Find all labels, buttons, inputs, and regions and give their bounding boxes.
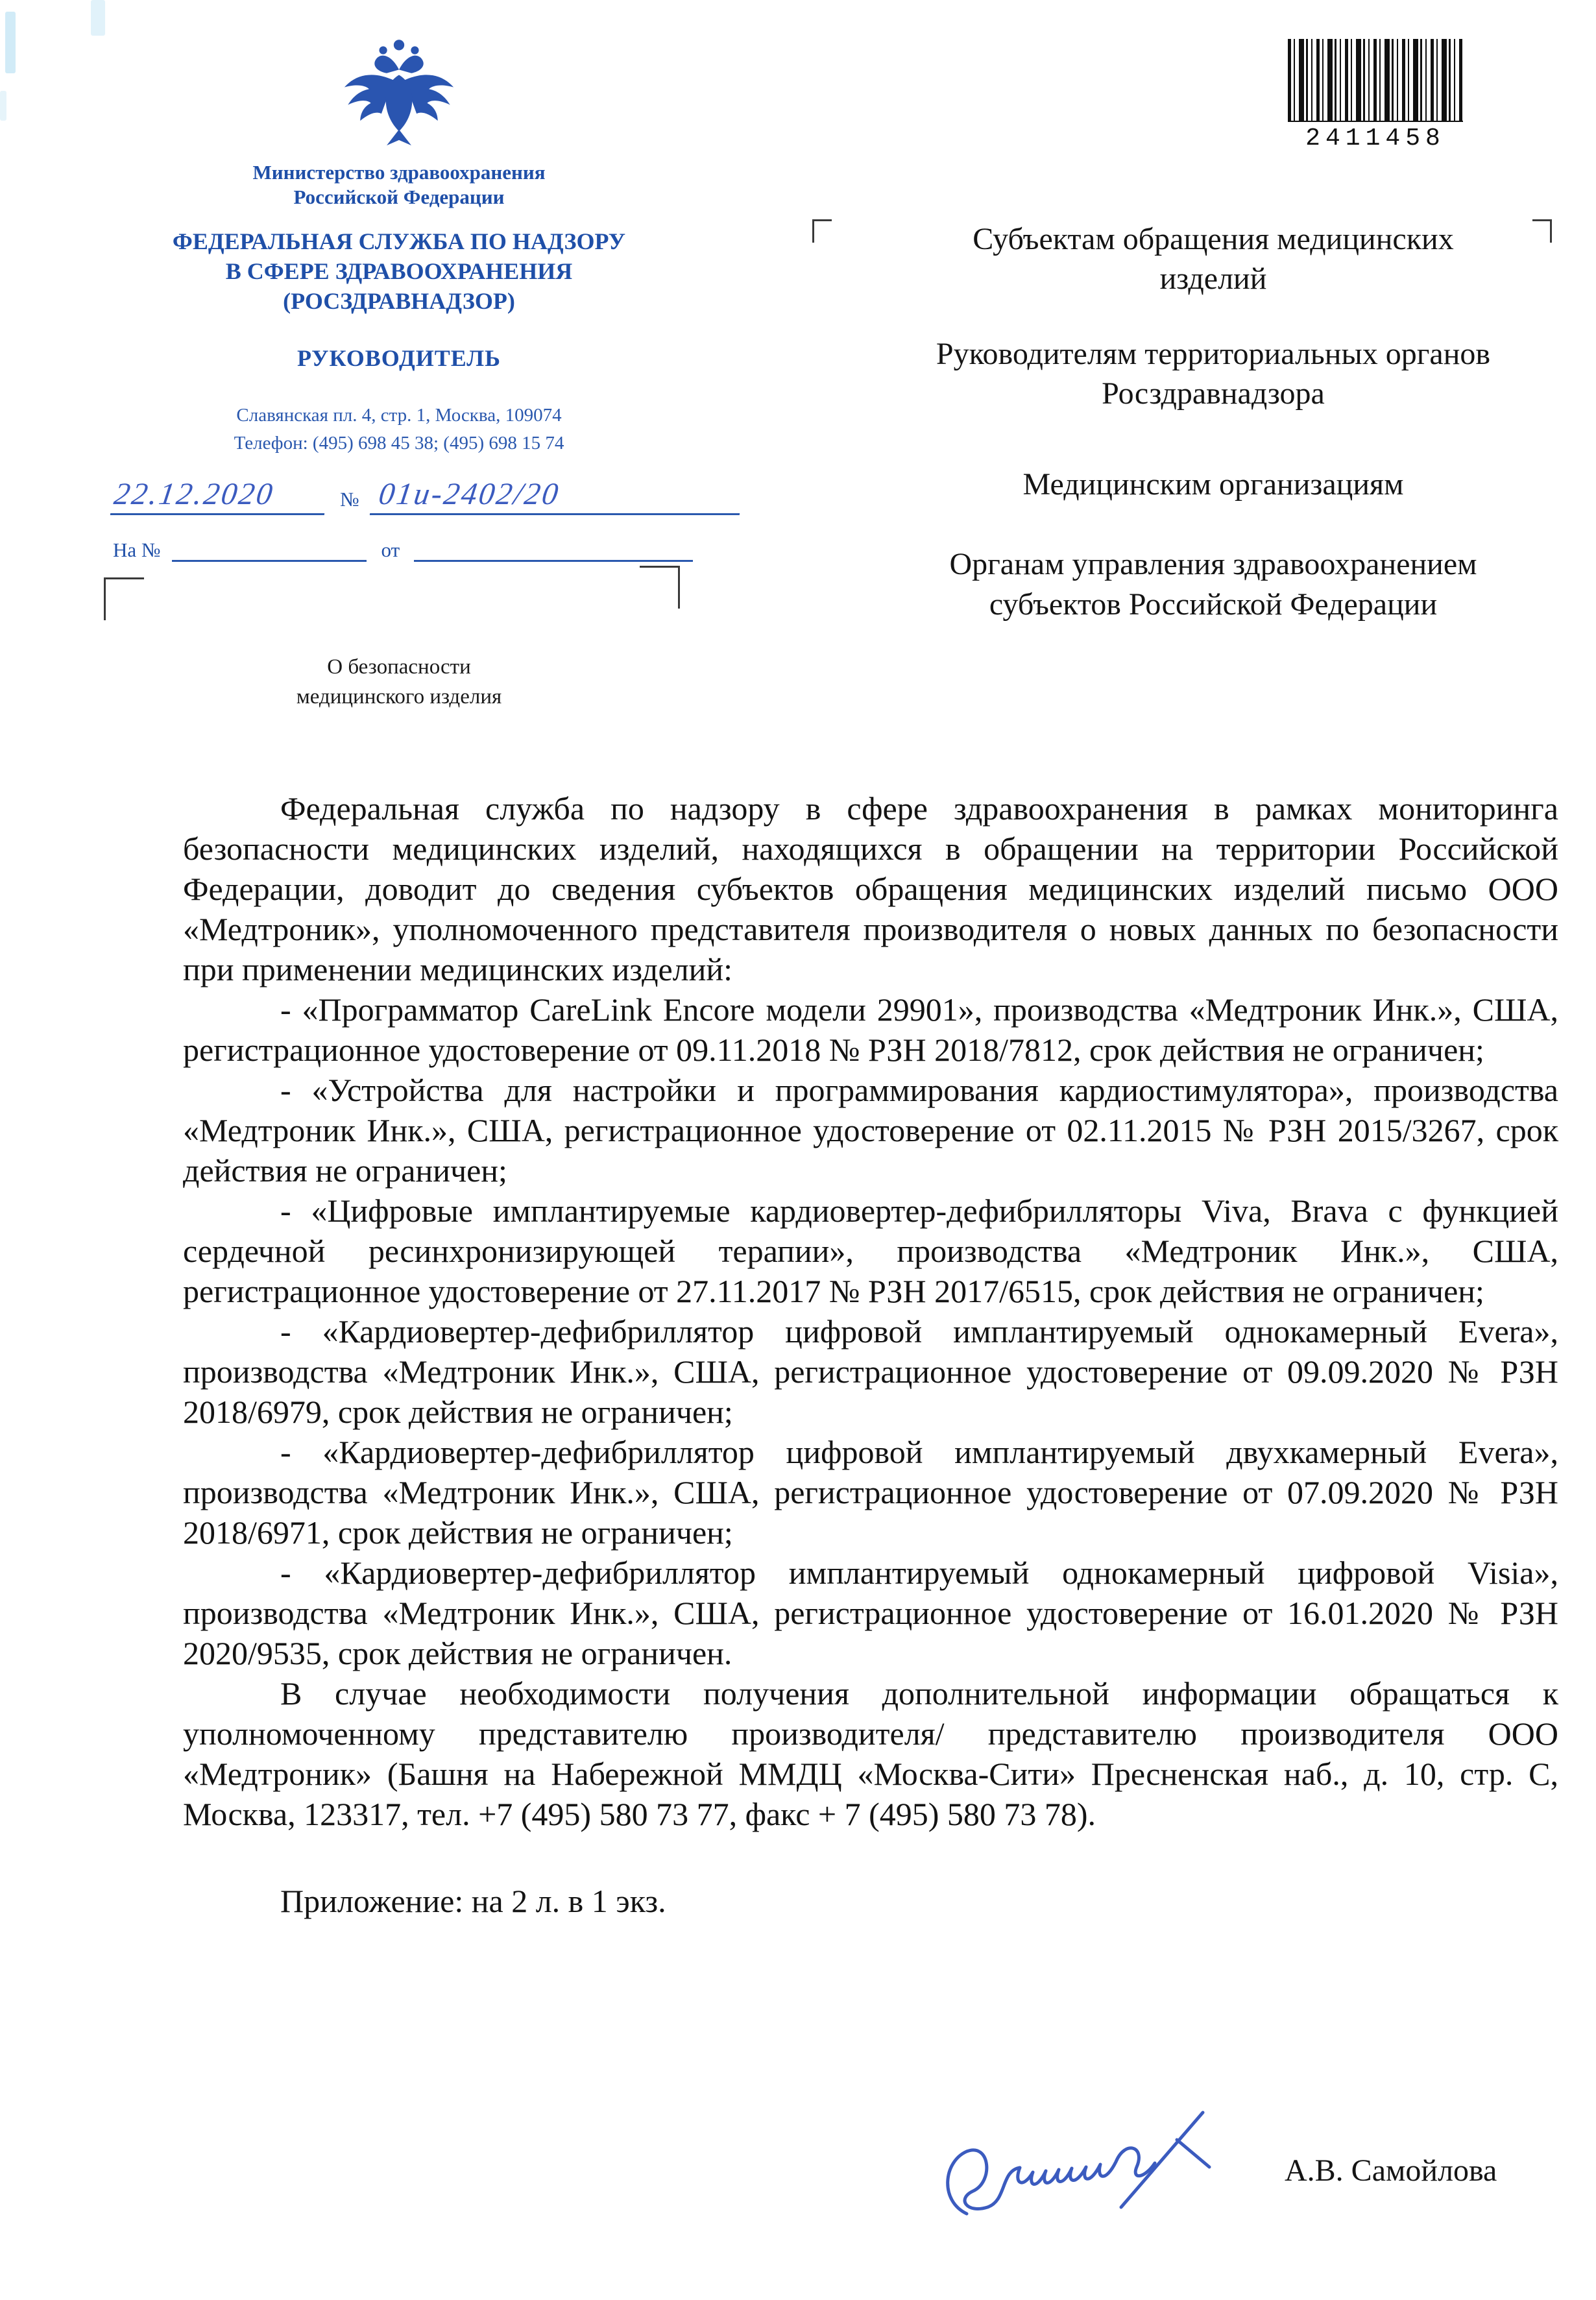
subject-line: медицинского изделия: [296, 685, 502, 709]
handwritten-outgoing-number: 01и-2402/20: [369, 476, 744, 515]
handwritten-date: 22.12.2020: [110, 476, 330, 515]
addressee-item: [843, 465, 1583, 504]
position-title: РУКОВОДИТЕЛЬ: [297, 345, 501, 371]
barcode-block: [1288, 39, 1463, 152]
addressee-line: Субъектам обращения медицинских: [973, 222, 1454, 256]
reference-corner-mark-left: [104, 577, 144, 620]
addressee-item: [843, 219, 1583, 299]
body-paragraph: Федеральная служба по надзору в сфере здравоохранения в рамках мониторинга безопасности медицинских изделий, находящихся в обращении на территории Российской Федерации, доводит до сведения субъектов обращения медицинских изделий письмо ООО «Медтроник», уполномоченного представителя производителя о новых данных по безопасности при применении медицинских изделий:: [183, 790, 1558, 987]
addressee-line: Руководителям территориальных органов: [936, 336, 1491, 371]
reference-corner-mark-right: [640, 566, 680, 609]
ref-date-blank-line: [414, 540, 693, 562]
signature-block: [928, 2102, 1583, 2238]
addressee-line: Медицинским организациям: [1022, 466, 1404, 502]
addressee-corner-mark-left: [812, 219, 832, 243]
agency-phone: Телефон: (495) 698 45 38; (495) 698 15 74: [234, 433, 564, 454]
body-paragraph: - «Программатор CareLink Encore модели 29901», производства «Медтроник Инк.», США, регистрационное удостоверение от 09.11.2018 № РЗН 2018/7812, срок действия не ограничен;: [183, 991, 1558, 1068]
body-paragraph: - «Цифровые имплантируемые кардиовертер-дефибрилляторы Viva, Brava с функцией сердечной ресинхронизирующей терапии», производства «Медтроник Инк.», США, регистрационное удостоверение от 27.11.2017 № РЗН 2017/6515, срок действия не ограничен;: [183, 1192, 1558, 1309]
body-paragraph: - «Кардиовертер-дефибриллятор имплантируемый однокамерный цифровой Visia», производства «Медтроник Инк.», США, регистрационное удостоверение от 16.01.2020 № РЗН 2020/9535, срок действия не ограничен.: [183, 1555, 1558, 1671]
date-number-row: [97, 476, 701, 515]
body-paragraph: - «Кардиовертер-дефибриллятор цифровой имплантируемый двухкамерный Evera», производства «Медтроник Инк.», США, регистрационное удостоверение от 07.09.2020 № РЗН 2018/6971, срок действия не ограничен;: [183, 1434, 1558, 1551]
addressee-item: [843, 544, 1583, 624]
body-paragraph: В случае необходимости получения дополнительной информации обращаться к уполномоченному представителю производителя/ представителю производителя ООО «Медтроник» (Башня на Набережной ММДЦ «Москва-Сити» Пресненская наб., д. 10, стр. С, Москва, 123317, тел. +7 (495) 580 73 77, факс + 7 (495) 580 73 78).: [183, 1675, 1558, 1832]
ministry-name-line1: Министерство здравоохранения: [252, 161, 546, 184]
handwritten-signature-icon: [928, 2102, 1239, 2238]
letterhead: [97, 36, 701, 562]
signer-name: А.В. Самойлова: [1285, 2153, 1497, 2188]
agency-name-line1: ФЕДЕРАЛЬНАЯ СЛУЖБА ПО НАДЗОРУ: [172, 228, 626, 254]
letter-body: [183, 788, 1558, 1921]
coat-of-arms-icon: [337, 36, 461, 151]
subject-line: О безопасности: [327, 655, 471, 679]
body-paragraph: - «Устройства для настройки и программирования кардиостимулятора», производства «Медтроник Инк.», США, регистрационное удостоверение от 02.11.2015 № РЗН 2015/3267, срок действия не ограничен;: [183, 1072, 1558, 1189]
ref-ot-label: от: [381, 538, 400, 561]
attachment-note: Приложение: на 2 л. в 1 экз.: [280, 1883, 666, 1919]
ref-number-blank-line: [172, 540, 367, 562]
reference-row: [97, 539, 701, 562]
letter-subject: [260, 652, 538, 712]
barcode-image: [1288, 39, 1463, 122]
number-sign-label: №: [340, 487, 359, 511]
scan-artifact: [91, 0, 105, 36]
addressee-line: Органам управления здравоохранением: [949, 547, 1477, 582]
ref-na-label: На №: [113, 538, 161, 561]
barcode-number: 2411458: [1305, 125, 1445, 152]
body-paragraph: - «Кардиовертер-дефибриллятор цифровой имплантируемый однокамерный Evera», производства «Медтроник Инк.», США, регистрационное удостоверение от 09.09.2020 № РЗН 2018/6979, срок действия не ограничен;: [183, 1313, 1558, 1430]
scan-artifact: [5, 12, 16, 73]
addressee-line: изделий: [1159, 261, 1267, 297]
ministry-name-line2: Российской Федерации: [293, 185, 505, 208]
scan-artifact: [0, 91, 6, 121]
addressee-item: [843, 334, 1583, 414]
agency-name-line2: В СФЕРЕ ЗДРАВООХРАНЕНИЯ: [225, 258, 573, 284]
addressee-line: субъектов Российской Федерации: [989, 587, 1438, 622]
agency-address: Славянская пл. 4, стр. 1, Москва, 109074: [236, 404, 562, 426]
addressee-line: Росздравнадзора: [1102, 376, 1325, 411]
agency-name-line3: (РОСЗДРАВНАДЗОР): [283, 287, 515, 314]
addressee-list: [843, 219, 1583, 624]
